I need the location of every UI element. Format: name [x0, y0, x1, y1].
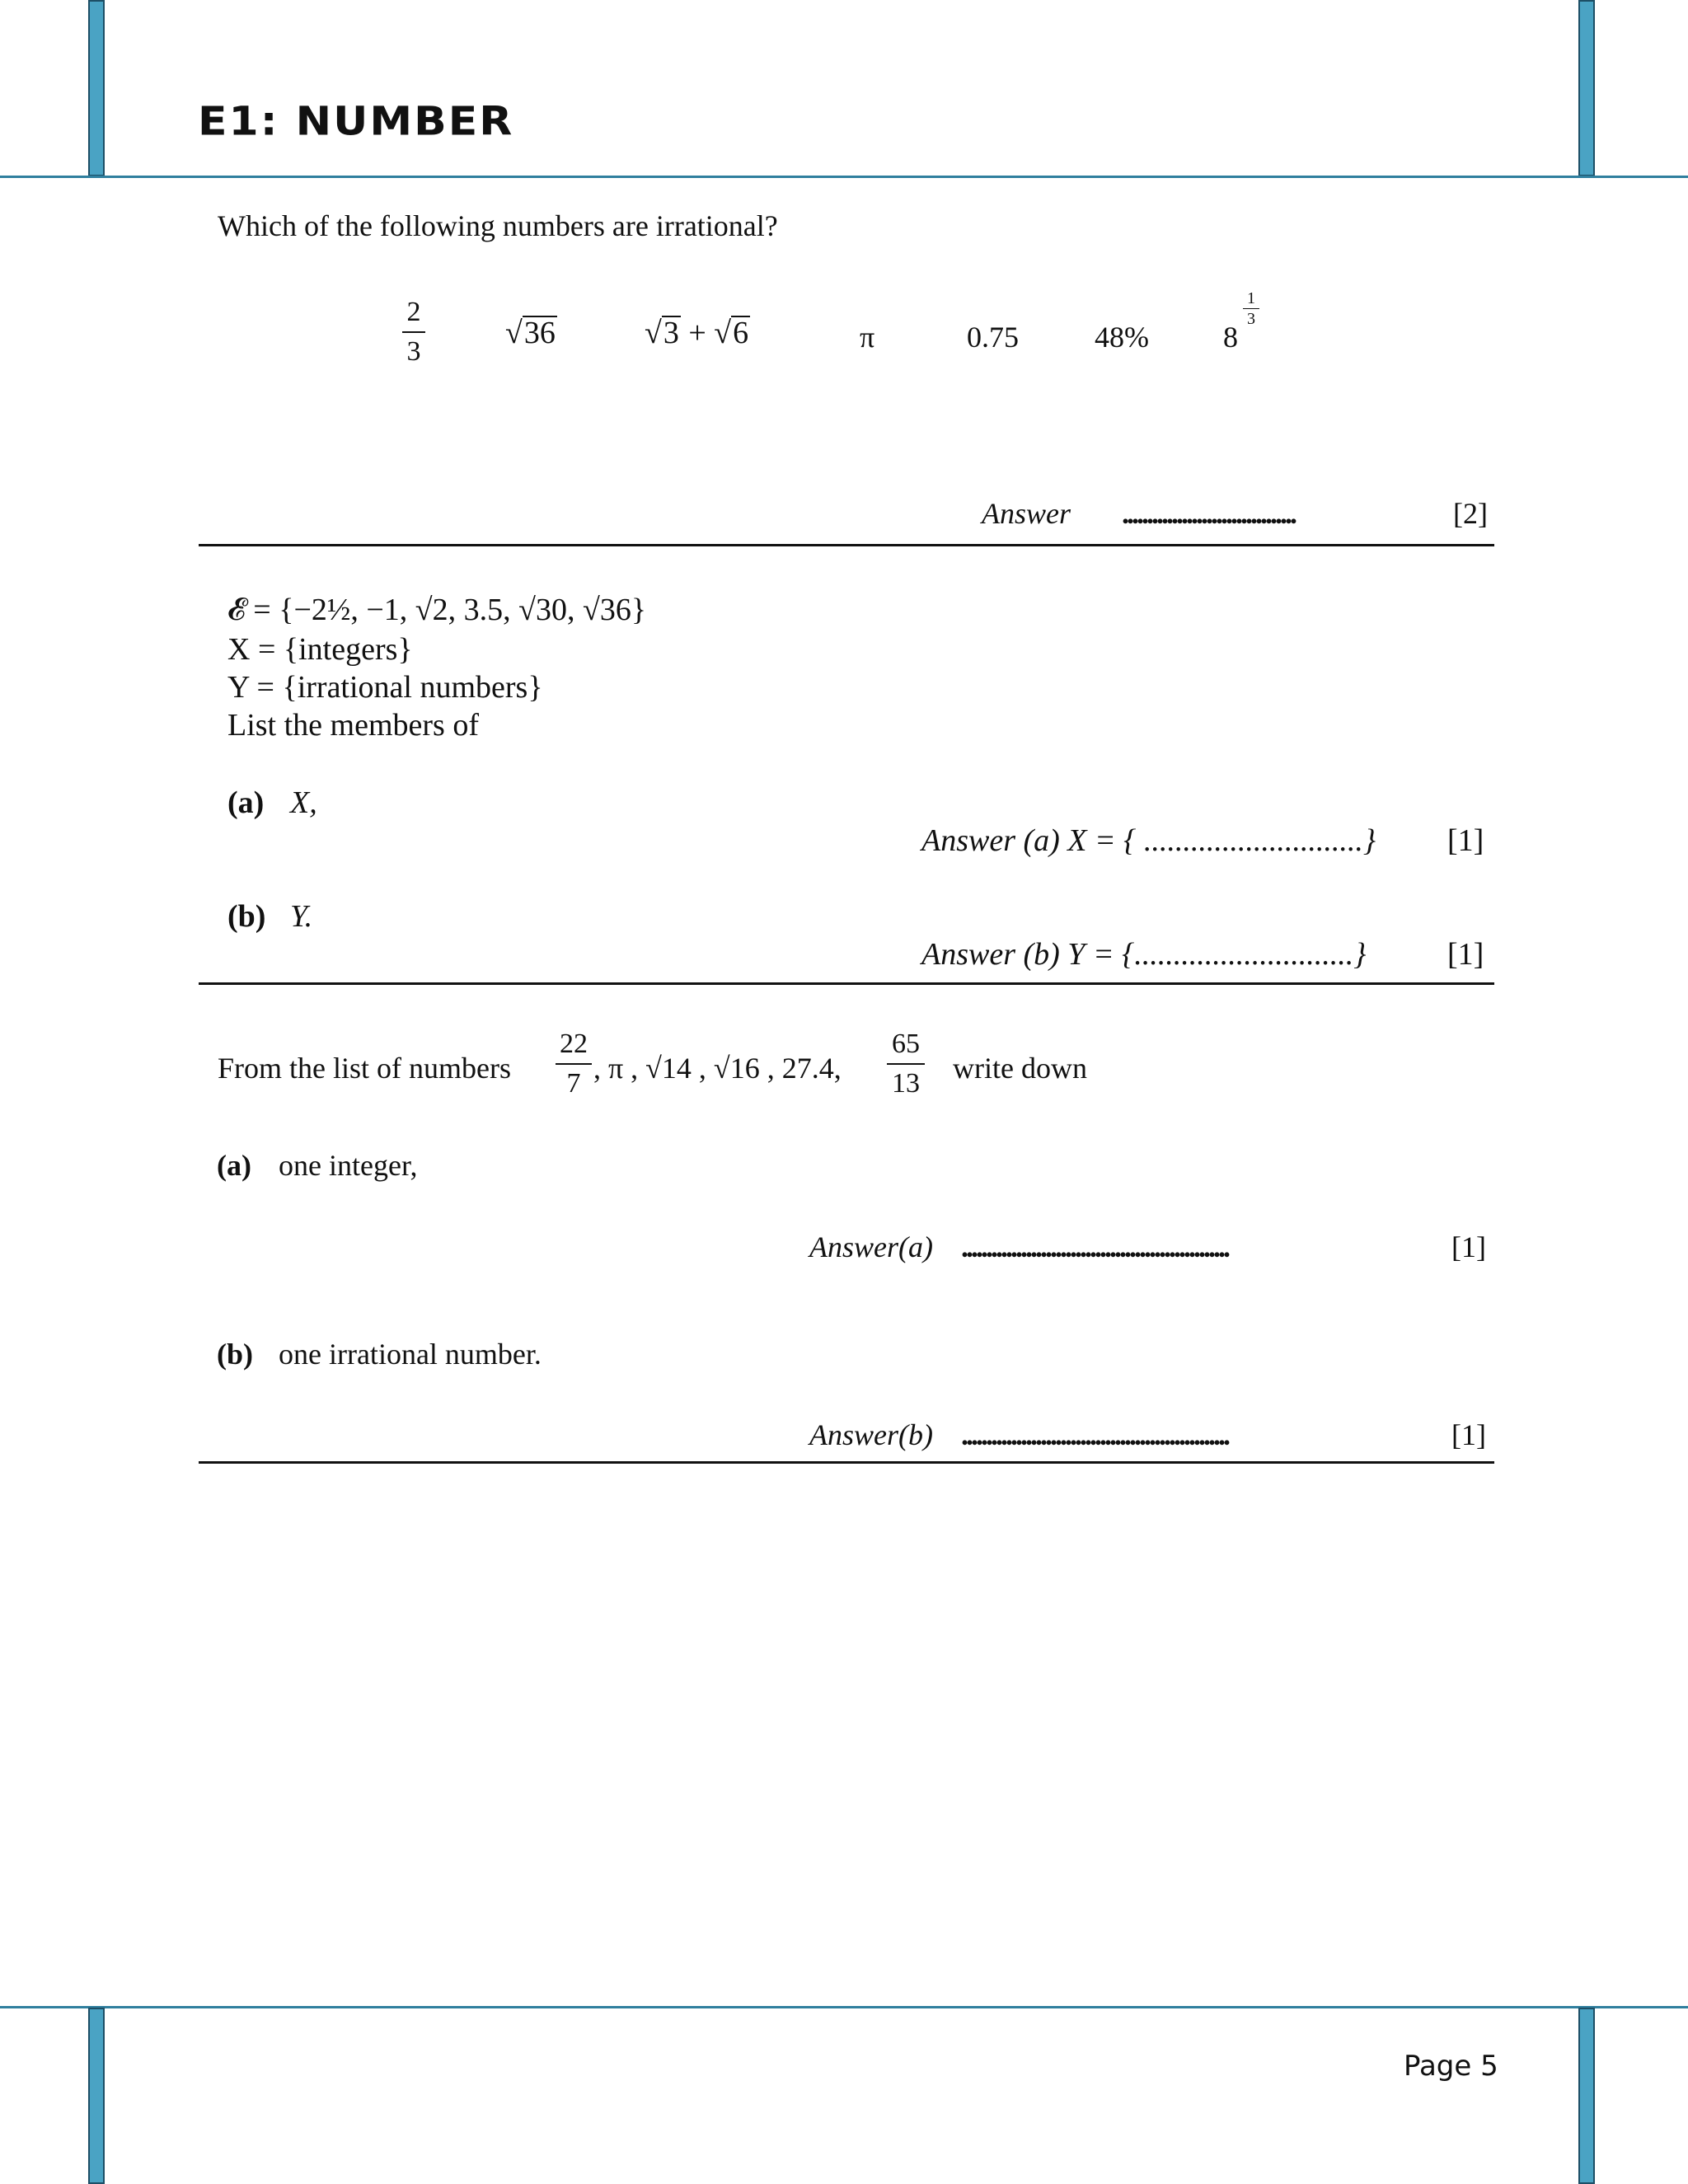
bottom-right-accent-bar	[1578, 2008, 1595, 2184]
q2-set-x: X = {integers}	[227, 632, 413, 667]
q2-part-a-label: (a)	[227, 785, 265, 820]
q3-divider	[199, 1461, 1494, 1464]
q1-decimal: 0.75	[967, 321, 1019, 354]
q2-set-y: Y = {irrational numbers}	[227, 670, 543, 705]
q3-part-b-text: one irrational number.	[279, 1338, 542, 1371]
q3-marks-b: [1]	[1451, 1418, 1486, 1451]
page-number: Page 5	[1404, 2050, 1498, 2083]
q3-middle-list: , π , √14 , √16 , 27.4,	[593, 1052, 842, 1085]
q2-marks-b: [1]	[1447, 937, 1484, 972]
q1-fraction-numerator: 2	[406, 297, 421, 327]
q3-part-a-text: one integer,	[279, 1149, 418, 1182]
q3-marks-a: [1]	[1451, 1230, 1486, 1263]
top-left-accent-bar	[88, 0, 105, 176]
page-title: E1: NUMBER	[198, 99, 514, 145]
q1-divider	[199, 544, 1494, 546]
q3-fraction-22-7: 22 7	[556, 1030, 592, 1098]
q2-part-a-text: X,	[290, 785, 317, 820]
q2-instruction: List the members of	[227, 708, 479, 743]
q2-part-b-label: (b)	[227, 899, 266, 934]
q1-answer-label: Answer	[982, 497, 1071, 530]
bottom-left-accent-bar	[88, 2008, 105, 2184]
q1-power-base: 8	[1223, 321, 1238, 354]
q2-answer-b-field[interactable]: Answer (b) Y = {............................}	[921, 937, 1367, 972]
q1-pi: π	[860, 321, 875, 354]
q1-sqrt-36: √36	[505, 316, 556, 350]
q1-percent: 48%	[1095, 321, 1149, 354]
q2-universal-set: 𝓔 = {−2½, −1, √2, 3.5, √30, √36}	[227, 593, 647, 627]
q2-part-b-text: Y.	[290, 899, 313, 934]
q1-fraction-denominator: 3	[406, 336, 421, 367]
q3-fraction-65-13: 65 13	[887, 1030, 925, 1098]
q3-part-b-label: (b)	[217, 1338, 253, 1371]
q3-part-a-label: (a)	[217, 1149, 251, 1182]
q3-intro: From the list of numbers	[218, 1052, 511, 1085]
q1-sqrt3-plus-sqrt6: √3 + √6	[645, 316, 749, 350]
top-right-accent-bar	[1578, 0, 1595, 176]
footer-divider	[0, 2006, 1688, 2008]
q2-answer-a-field[interactable]: Answer (a) X = { ............................}	[921, 823, 1376, 858]
q1-fraction-two-thirds	[402, 298, 425, 366]
q1-question: Which of the following numbers are irrational?	[218, 209, 778, 242]
header-divider	[0, 176, 1688, 178]
q1-fraction-bar	[402, 331, 425, 333]
q1-answer-field[interactable]: ...................................	[1122, 497, 1295, 530]
q3-answer-a-label: Answer(a)	[809, 1230, 933, 1263]
q3-answer-b-field[interactable]: ......................................................	[961, 1418, 1228, 1451]
q3-answer-b-label: Answer(b)	[809, 1418, 933, 1451]
q1-marks: [2]	[1453, 497, 1488, 530]
q3-answer-a-field[interactable]: ......................................................	[961, 1230, 1228, 1263]
q2-divider	[199, 982, 1494, 985]
q3-outro: write down	[953, 1052, 1087, 1085]
q2-marks-a: [1]	[1447, 823, 1484, 858]
q1-power-exponent: 1 3	[1243, 290, 1259, 327]
